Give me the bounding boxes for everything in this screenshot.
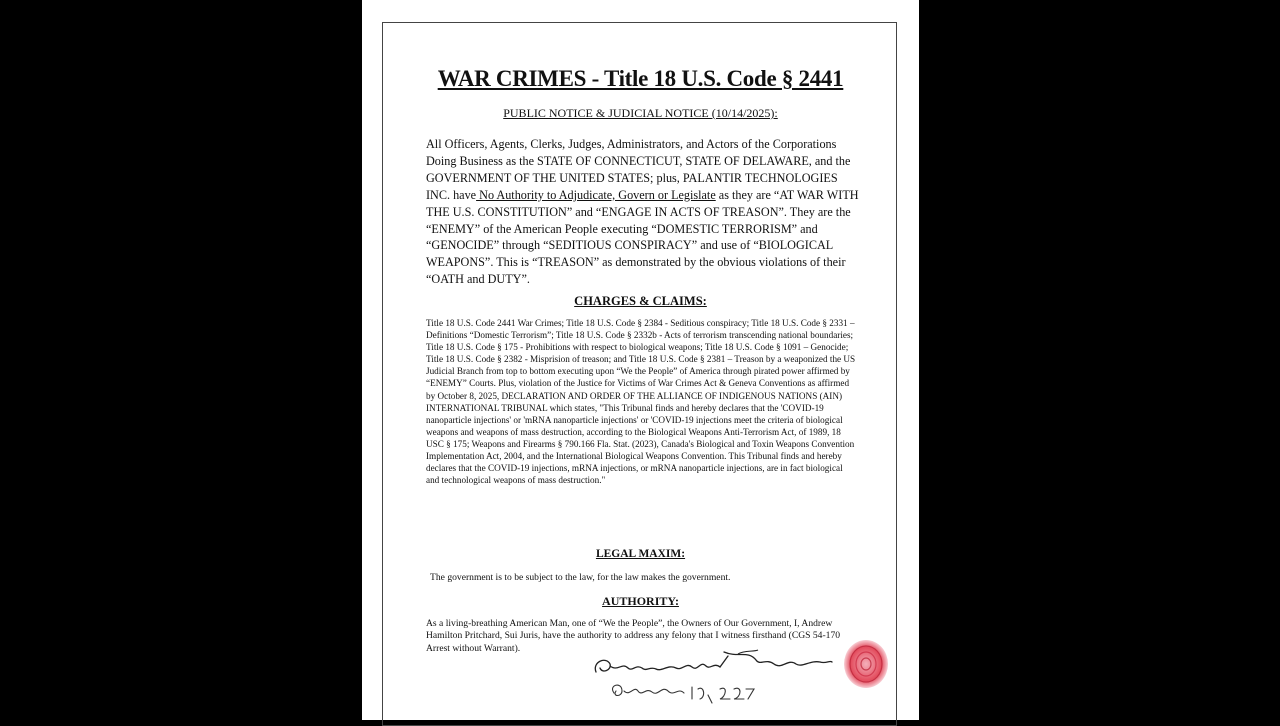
notice-paragraph (426, 136, 861, 288)
document-title: WAR CRIMES - Title 18 U.S. Code § 2441 (437, 66, 844, 91)
handwritten-signature (588, 648, 838, 682)
maxim-paragraph: The government is to be subject to the law, for the law makes the government. (430, 572, 731, 583)
notice-text-part2: as they are “AT WAR WITH THE U.S. CONSTITUTION” and “ENGAGE IN ACTS OF TREASON”. They are the “ENEMY” of the American People executing “DOMESTIC TERRORISM” and “GENOCIDE” through “SEDITIOUS CONSPIRACY” and use of “BIOLOGICAL WEAPONS”. This is “TREASON” as demonstrated by the obvious violations of their “OATH and DUTY”. (426, 187, 859, 287)
authority-paragraph: As a living-breathing American Man, one of “We the People”, the Owners of Our Government, I, Andrew Hamilton Pritchard, Sui Juris, have the authority to address any felony that I witness firsthand (CGS 54-170 Arrest without Warrant). (426, 618, 841, 654)
notice-underlined-phrase: No Authority to Adjudicate, Govern or Legislate (476, 187, 716, 202)
red-thumbprint-seal (841, 638, 891, 690)
document-page (362, 0, 919, 720)
charges-paragraph: Title 18 U.S. Code 2441 War Crimes; Title 18 U.S. Code § 2384 - Seditious conspiracy; Title 18 U.S. Code § 2331 – Definitions “Domestic Terrorism”; Title 18 U.S. Code § 2332b - Acts of terrorism transcending national boundaries; Title 18 U.S. Code § 175 - Prohibitions with respect to biological weapons; Title 18 U.S. Code § 1091 – Genocide; Title 18 U.S. Code § 2382 - Misprision of treason; and Title 18 U.S. Code § 2381 – Treason by a weaponized the US Judicial Branch from top to bottom executing upon “We the People” of America through pirated power affirmed by “ENEMY” Courts. Plus, violation of the Justice for Victims of War Crimes Act & Geneva Conventions as affirmed by October 8, 2025, DECLARATION AND ORDER OF THE ALLIANCE OF INDIGENOUS NATIONS (AIN) INTERNATIONAL TRIBUNAL which states, "This Tribunal finds and hereby declares that the 'COVID-19 nanoparticle injections' or 'mRNA nanoparticle injections' or 'COVID-19 injections meet the criteria of biological weapons and weapons of mass destruction, according to the Biological Weapons Anti-Terrorism Act, of 1989, 18 USC § 175; Weapons and Firearms § 790.166 Fla. Stat. (2023), Canada's Biological and Toxin Weapons Convention Implementation Act, 2004, and the International Biological Weapons Convention. This Tribunal finds and hereby declares that the COVID-19 injections, mRNA injections, or mRNA nanoparticle injections, are in fact biological and technological weapons of mass destruction." (426, 318, 856, 486)
authority-heading: AUTHORITY: (602, 594, 679, 608)
handwritten-date (608, 679, 758, 705)
maxim-heading: LEGAL MAXIM: (595, 548, 686, 560)
notice-text-part1: All Officers, Agents, Clerks, Judges, Administrators, and Actors of the Corporations Doing Business as the STATE OF CONNECTICUT, STATE OF DELAWARE, and the GOVERNMENT OF THE UNITED STATES; plus, PALANTIR TECHNOLOGIES INC. have (426, 137, 851, 202)
notice-heading: PUBLIC NOTICE & JUDICIAL NOTICE (10/14/2025): (503, 106, 778, 120)
charges-heading: CHARGES & CLAIMS: (574, 294, 707, 308)
